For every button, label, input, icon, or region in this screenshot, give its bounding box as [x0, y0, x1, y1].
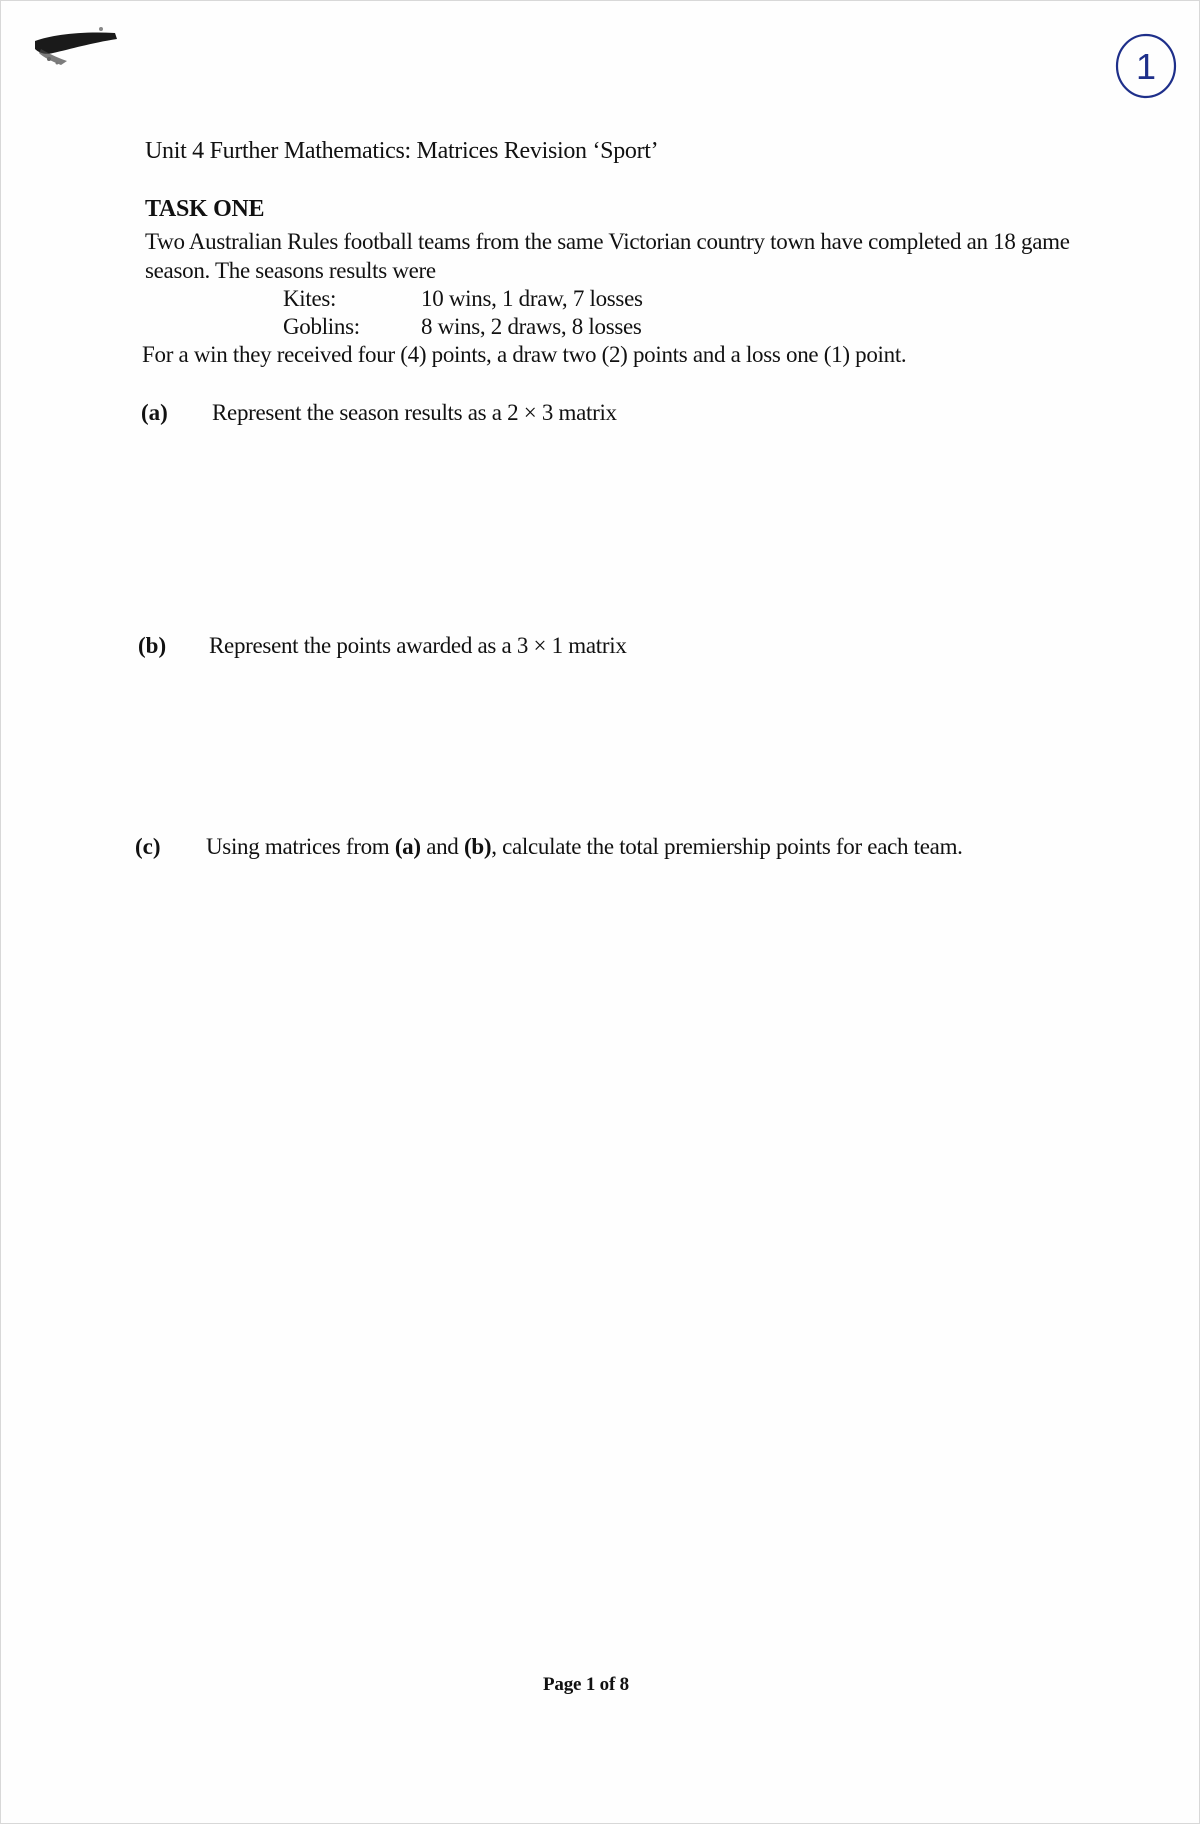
page-footer: Page 1 of 8 [543, 1674, 629, 1695]
task-heading: TASK ONE [145, 196, 265, 222]
question-c-text [206, 834, 963, 860]
question-c-text-3: , calculate the total premiership points for each team. [491, 834, 963, 859]
circled-page-number [1113, 31, 1179, 101]
document-title: Unit 4 Further Mathematics: Matrices Revision ‘Sport’ [145, 138, 659, 164]
question-c-ref-a: (a) [394, 834, 421, 859]
question-c-ref-b: (b) [463, 834, 492, 859]
team-record-kites: 10 wins, 1 draw, 7 losses [421, 286, 643, 311]
question-a-label: (a) [141, 400, 168, 425]
points-rule: For a win they received four (4) points, a draw two (2) points and a loss one (1) point. [142, 342, 907, 367]
team-name-goblins: Goblins: [283, 314, 360, 339]
team-record-goblins: 8 wins, 2 draws, 8 losses [421, 314, 642, 339]
ink-smudge-mark [31, 19, 121, 69]
question-a-text: Represent the season results as a 2 × 3 matrix [212, 400, 617, 425]
page-marker-text: 1 [1135, 46, 1157, 87]
question-c-text-1: Using matrices from [206, 834, 395, 859]
question-b-text: Represent the points awarded as a 3 × 1 matrix [209, 633, 627, 658]
intro-paragraph: Two Australian Rules football teams from the same Victorian country town have completed an 18 game season. The seasons results were [145, 229, 1070, 283]
question-c-text-2: and [420, 834, 464, 859]
question-b-label: (b) [138, 633, 167, 658]
question-c-label: (c) [135, 834, 161, 859]
team-name-kites: Kites: [283, 286, 337, 311]
